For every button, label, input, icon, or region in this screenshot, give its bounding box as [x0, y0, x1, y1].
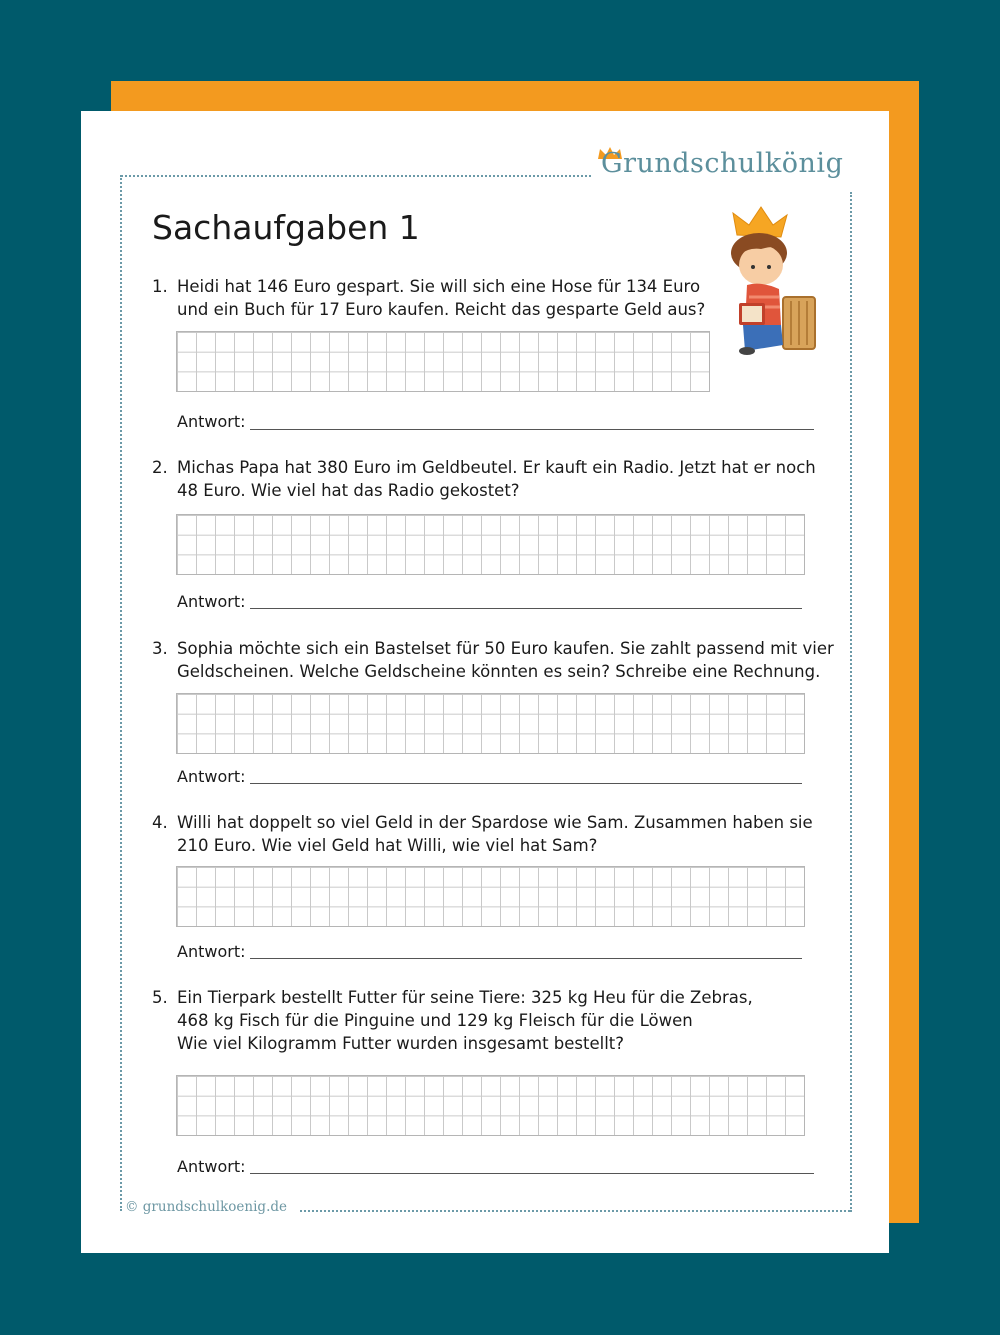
task-number: 3.	[152, 639, 168, 658]
answer-line[interactable]	[250, 608, 802, 609]
page-title: Sachaufgaben 1	[152, 208, 420, 247]
task-line: Geldscheinen. Welche Geldscheine könnten es sein? Schreibe eine Rechnung.	[177, 662, 821, 681]
task-line: Michas Papa hat 380 Euro im Geldbeutel. Er kauft ein Radio. Jetzt hat er noch	[177, 458, 816, 477]
answer-line[interactable]	[250, 783, 802, 784]
task-line: Wie viel Kilogramm Futter wurden insgesamt bestellt?	[177, 1034, 625, 1053]
dotted-border-right	[850, 192, 852, 1212]
task-line: Sophia möchte sich ein Bastelset für 50 Euro kaufen. Sie zahlt passend mit vier	[177, 639, 834, 658]
task-text	[177, 275, 705, 321]
answer-line[interactable]	[250, 958, 802, 959]
dotted-border-left	[120, 175, 122, 1211]
task-number: 4.	[152, 813, 168, 832]
task-text	[177, 986, 753, 1055]
copyright-footer: © grundschulkoenig.de	[125, 1199, 287, 1215]
task-line: und ein Buch für 17 Euro kaufen. Reicht das gesparte Geld aus?	[177, 300, 706, 319]
boy-reading-mascot	[725, 205, 825, 355]
calculation-grid[interactable]	[176, 1075, 805, 1136]
task-number: 5.	[152, 988, 168, 1007]
task-line: Willi hat doppelt so viel Geld in der Spardose wie Sam. Zusammen haben sie	[177, 813, 813, 832]
task-text	[177, 456, 816, 502]
answer-line[interactable]	[250, 1173, 814, 1174]
answer-label: Antwort:	[177, 942, 246, 961]
task-text	[177, 811, 813, 857]
brand-logo: Grundschulkönig	[601, 148, 844, 179]
answer-line[interactable]	[250, 429, 814, 430]
calculation-grid[interactable]	[176, 693, 805, 754]
answer-label: Antwort:	[177, 767, 246, 786]
calculation-grid[interactable]	[176, 514, 805, 575]
dotted-border-bottom	[300, 1210, 850, 1212]
task-line: 468 kg Fisch für die Pinguine und 129 kg Fleisch für die Löwen	[177, 1011, 693, 1030]
task-line: 210 Euro. Wie viel Geld hat Willi, wie viel hat Sam?	[177, 836, 598, 855]
task-line: 48 Euro. Wie viel hat das Radio gekostet?	[177, 481, 520, 500]
task-line: Ein Tierpark bestellt Futter für seine Tiere: 325 kg Heu für die Zebras,	[177, 988, 753, 1007]
answer-label: Antwort:	[177, 1157, 246, 1176]
task-number: 1.	[152, 277, 168, 296]
answer-label: Antwort:	[177, 592, 246, 611]
answer-label: Antwort:	[177, 412, 246, 431]
dotted-border-top	[121, 175, 591, 177]
task-line: Heidi hat 146 Euro gespart. Sie will sich eine Hose für 134 Euro	[177, 277, 701, 296]
calculation-grid[interactable]	[176, 866, 805, 927]
calculation-grid[interactable]	[176, 331, 710, 392]
task-text	[177, 637, 834, 683]
task-number: 2.	[152, 458, 168, 477]
